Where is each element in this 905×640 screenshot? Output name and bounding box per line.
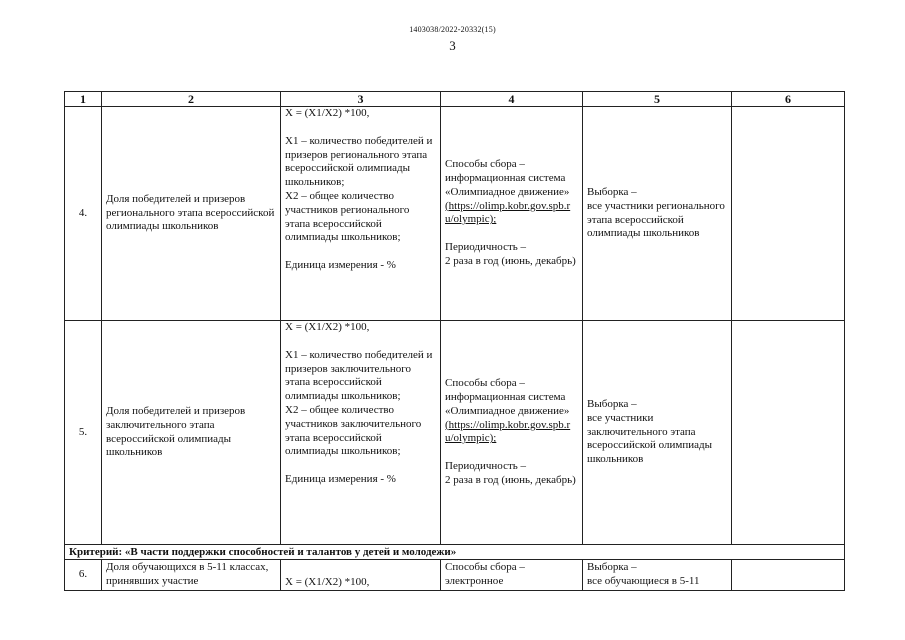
x1-definition: [285, 135, 436, 190]
table-header-row: [65, 92, 845, 107]
table-row: [65, 560, 845, 591]
periodicity-label: Периодичность –: [445, 241, 527, 254]
x2-symbol: X2: [285, 403, 299, 416]
table-row: [65, 107, 845, 321]
criterion-row: [65, 545, 845, 560]
x1-text: – количество победителей и призеров регионального этапа всероссийской олимпиады школьников;: [285, 134, 433, 189]
page-number: 3: [449, 38, 456, 53]
indicator-cell: Доля победителей и призеров регионального этапа всероссийской олимпиады школьников: [102, 107, 281, 321]
collection-label: Способы сбора –: [445, 377, 525, 390]
formula-cell: [281, 107, 441, 321]
empty-cell: [732, 321, 845, 545]
olympiad-link[interactable]: (https://olimp.kobr.gov.spb.ru/olympic);: [445, 199, 571, 226]
periodicity-label: Периодичность –: [445, 460, 527, 473]
x2-text: – общее количество участников заключительного этапа всероссийской олимпиады школьников;: [285, 403, 422, 458]
table-row: [65, 321, 845, 545]
indicator-cell: Доля обучающихся в 5-11 классах, принявших участие: [102, 560, 281, 591]
collection-cell: [441, 321, 583, 545]
unit-label: Единица измерения - %: [285, 259, 396, 272]
collection-label: Способы сбора –: [445, 561, 525, 574]
x1-text: – количество победителей и призеров заключительного этапа всероссийской олимпиады школьников;: [285, 348, 433, 403]
sample-label: Выборка –: [587, 398, 637, 410]
column-header: 3: [281, 92, 441, 107]
collection-text: информационная система «Олимпиадное движение»: [445, 391, 570, 417]
periodicity-text: 2 раза в год (июнь, декабрь): [445, 473, 576, 486]
row-number: 4.: [65, 107, 102, 321]
collection-cell: [441, 107, 583, 321]
x2-definition: [285, 404, 436, 459]
periodicity-text: 2 раза в год (июнь, декабрь): [445, 254, 576, 267]
sample-label: Выборка –: [587, 561, 637, 574]
sample-text: все обучающиеся в 5-11: [587, 575, 700, 587]
collection-cell: [441, 560, 583, 591]
unit-label: Единица измерения - %: [285, 473, 396, 486]
column-header: 6: [732, 92, 845, 107]
x1-definition: [285, 349, 436, 404]
formula-cell: X = (X1/X2) *100,: [281, 560, 441, 591]
x1-symbol: X1: [285, 134, 299, 147]
indicators-table: [64, 91, 845, 591]
collection-label: Способы сбора –: [445, 158, 525, 171]
row-number: 6.: [65, 560, 102, 591]
empty-cell: [732, 560, 845, 591]
collection-text: электронное: [445, 575, 504, 587]
formula: X = (X1/X2) *100,: [285, 107, 370, 119]
x2-text: – общее количество участников регионального этапа всероссийской олимпиады школьников;: [285, 189, 410, 244]
criterion-heading: Критерий: «В части поддержки способностей и талантов у детей и молодежи»: [65, 545, 845, 560]
sample-cell: [583, 321, 732, 545]
collection-text: информационная система «Олимпиадное движение»: [445, 172, 570, 198]
formula: X = (X1/X2) *100,: [285, 321, 370, 333]
empty-cell: [732, 107, 845, 321]
row-number: 5.: [65, 321, 102, 545]
indicator-cell: Доля победителей и призеров заключительного этапа всероссийской олимпиады школьников: [102, 321, 281, 545]
formula-cell: [281, 321, 441, 545]
column-header: 4: [441, 92, 583, 107]
document-number: 1403038/2022-20332(15): [409, 25, 496, 34]
sample-text: все участники регионального этапа всероссийской олимпиады школьников: [587, 199, 725, 240]
sample-cell: [583, 107, 732, 321]
x2-definition: [285, 190, 436, 245]
column-header: 5: [583, 92, 732, 107]
sample-cell: [583, 560, 732, 591]
olympiad-link[interactable]: (https://olimp.kobr.gov.spb.ru/olympic);: [445, 418, 571, 445]
sample-label: Выборка –: [587, 185, 637, 198]
x2-symbol: X2: [285, 189, 299, 202]
sample-text: все участники заключительного этапа всероссийской олимпиады школьников: [587, 411, 712, 466]
column-header: 2: [102, 92, 281, 107]
x1-symbol: X1: [285, 348, 299, 361]
column-header: 1: [65, 92, 102, 107]
